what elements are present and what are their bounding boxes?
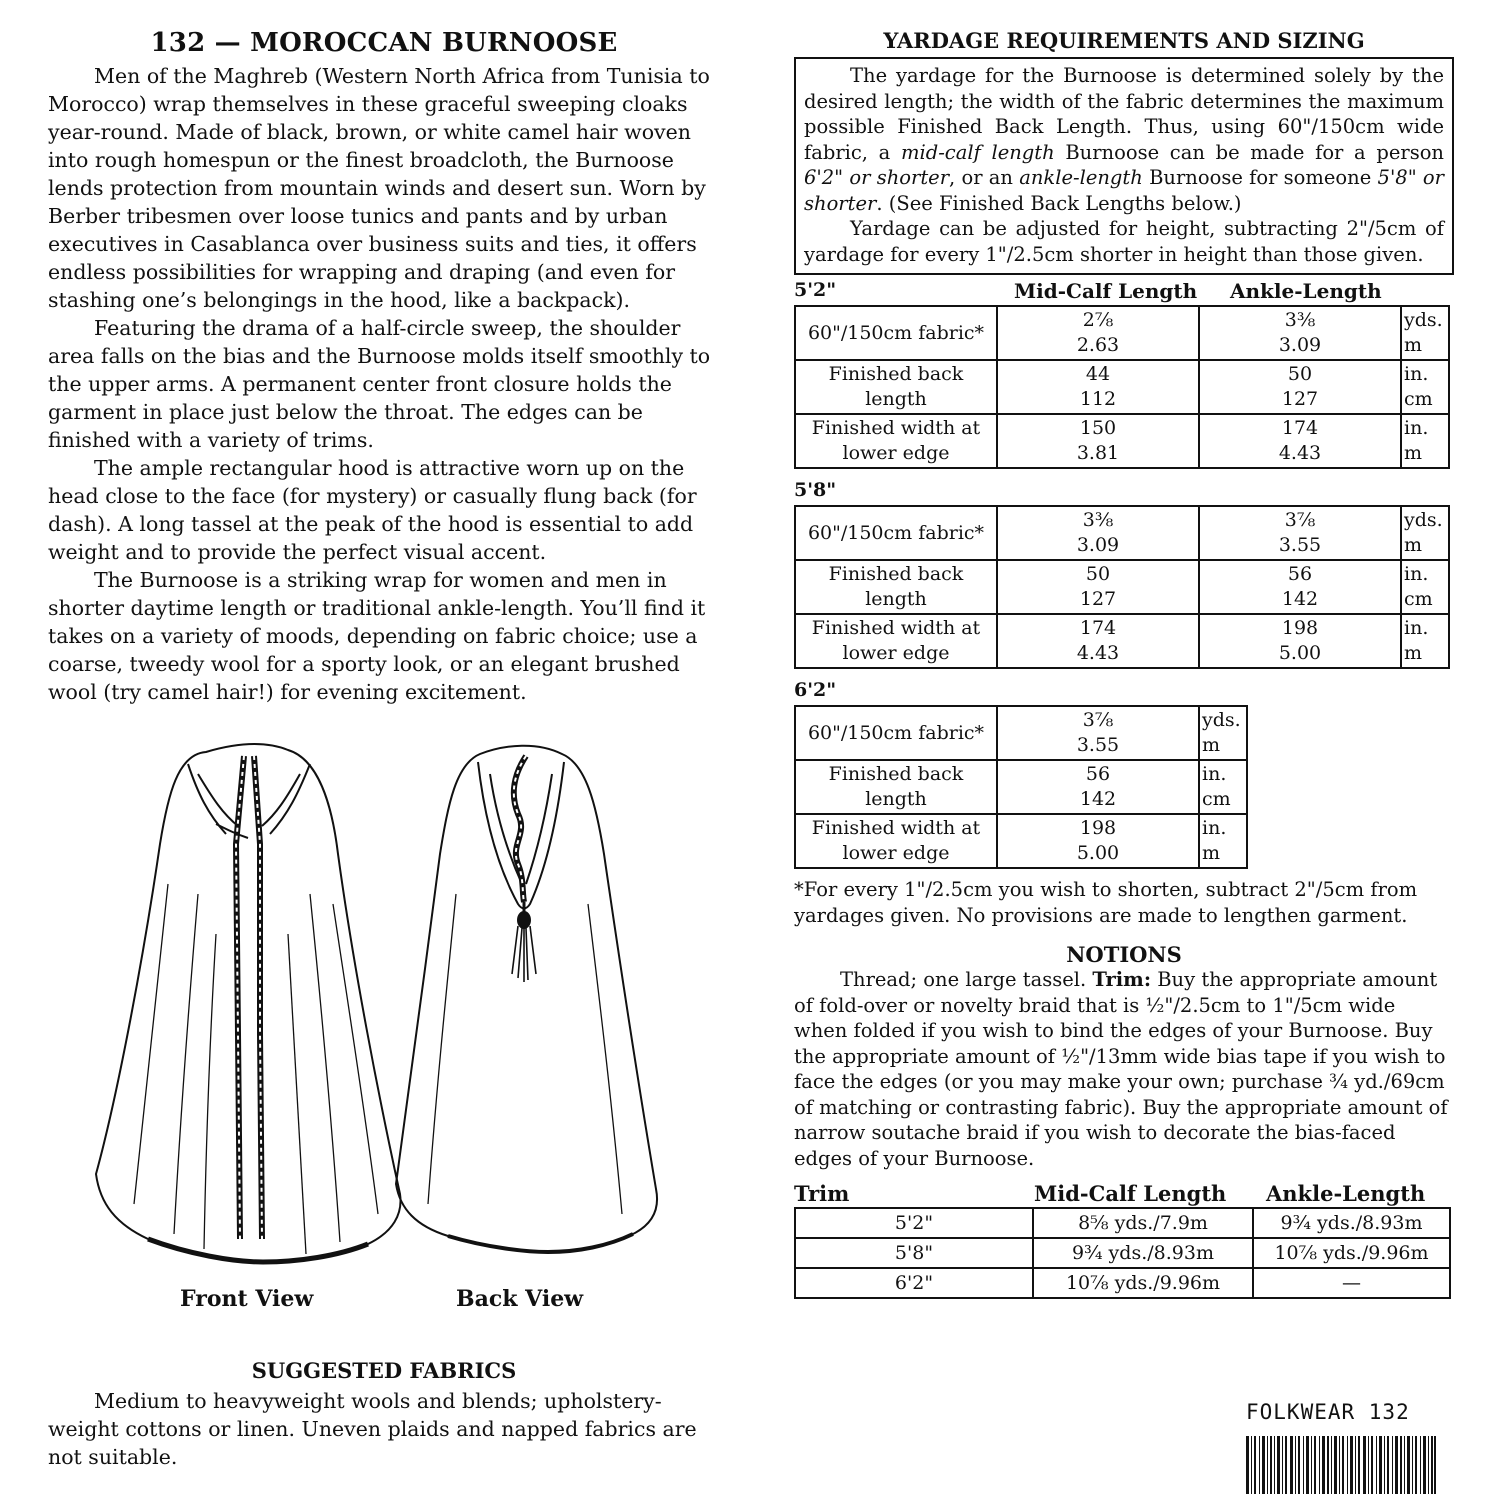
table-row: Finished back length 56 142 in. cm xyxy=(795,760,1247,814)
table-row: Finished width at lower edge 150 3.81 174 4.43 in. m xyxy=(795,414,1449,468)
fabrics-heading: SUGGESTED FABRICS xyxy=(251,1358,517,1383)
table-row: 5'2" 8⅝ yds./7.9m 9¾ yds./8.93m xyxy=(795,1208,1450,1238)
table-row: 60"/150cm fabric* 3⅜ 3.09 3⅞ 3.55 yds. m xyxy=(795,506,1449,560)
yardage-heading: YARDAGE REQUIREMENTS AND SIZING xyxy=(883,28,1365,53)
intro-paragraph: Featuring the drama of a half-circle sweep, the shoulder area falls on the bias and the Burnoose molds itself smoothly to the upper arms. A permanent center front closure holds the garment in place just below the throat. The edges can be finished with a variety of trims. xyxy=(48,316,711,452)
column-header-midcalf: Mid-Calf Length xyxy=(1014,279,1198,303)
intro-paragraph: Men of the Maghreb (Western North Africa from Tunisia to Morocco) wrap themselves in these graceful sweeping cloaks year-round. Made of black, brown, or white camel hair woven into rough homespun or the finest broadcloth, the Burnoose lends protection from mountain winds and desert sun. Worn by Berber tribesmen over loose tunics and pants and by urban executives in Casablanca over business suits and ties, it offers endless possibilities for wrapping and draping (and even for stashing one’s belongings in the hood, like a backpack). xyxy=(48,64,710,312)
table-row: Finished width at lower edge 174 4.43 198 5.00 in. m xyxy=(795,614,1449,668)
back-view-caption: Back View xyxy=(456,1286,584,1312)
yardage-description xyxy=(794,57,1454,275)
notions-text: Thread; one large tassel. Trim: Buy the appropriate amount of fold-over or novelty braid that is ½"/2.5cm to 1"/5cm wide when folded if you wish to bind the edges of your Burnoose. Buy the appropriate amount of ½"/13mm wide bias tape if you wish to face the edges (or you may make your own; purchase ¾ yd./69cm of matching or contrasting fabric). Buy the appropriate amount of narrow soutache braid if you wish to decorate the bias-faced edges of your Burnoose. xyxy=(794,968,1448,1170)
page-title: 132 — MOROCCAN BURNOOSE xyxy=(150,28,618,58)
notions-heading: NOTIONS xyxy=(1066,942,1182,967)
size-label: 6'2" xyxy=(794,679,837,701)
size-table-5-2 xyxy=(794,305,1450,469)
intro-text xyxy=(48,62,720,706)
intro-paragraph: The Burnoose is a striking wrap for women and men in shorter daytime length or traditional ankle-length. You’ll find it takes on a variety of moods, depending on fabric choice; use a coarse, tweedy wool for a sporty look, or an elegant brushed wool (try camel hair!) for evening excitement. xyxy=(48,568,706,704)
right-column xyxy=(794,28,1454,1299)
front-view-caption: Front View xyxy=(180,1286,314,1312)
garment-illustrations xyxy=(48,734,720,1334)
trim-table xyxy=(794,1207,1451,1299)
table-row: 60"/150cm fabric* 2⅞ 2.63 3⅜ 3.09 yds. m xyxy=(795,306,1449,360)
trim-table-header: Trim Mid-Calf Length Ankle-Length xyxy=(794,1181,1426,1206)
size-label: 5'8" xyxy=(794,479,837,501)
table-row: 6'2" 10⅞ yds./9.96m — xyxy=(795,1268,1450,1298)
table-row: Finished back length 44 112 50 127 in. cm xyxy=(795,360,1449,414)
table-row: Finished width at lower edge 198 5.00 in. m xyxy=(795,814,1247,868)
intro-paragraph: The ample rectangular hood is attractive worn up on the head close to the face (for mystery) or casually flung back (for dash). A long tassel at the peak of the hood is essential to add weight and to provide the perfect visual accent. xyxy=(48,456,697,564)
table-row: 60"/150cm fabric* 3⅞ 3.55 yds. m xyxy=(795,706,1247,760)
size-label: 5'2" Mid-Calf Length Ankle-Length xyxy=(794,279,1382,303)
size-table-6-2 xyxy=(794,705,1248,869)
table-row: 5'8" 9¾ yds./8.93m 10⅞ yds./9.96m xyxy=(795,1238,1450,1268)
brand-label: FOLKWEAR 132 xyxy=(1246,1400,1410,1424)
back-view-drawing xyxy=(396,746,657,1252)
table-row: Finished back length 50 127 56 142 in. cm xyxy=(795,560,1449,614)
burnoose-drawings xyxy=(48,734,720,1334)
yardage-paragraph: The yardage for the Burnoose is determined solely by the desired length; the width of the fabric determines the maximum possible Finished Back Length. Thus, using 60"/150cm wide fabric, a mid-calf length Burnoose can be made for a person 6'2" or shorter, or an ankle-length Burnoose for someone 5'8" or shorter. (See Finished Back Lengths below.) xyxy=(804,64,1444,215)
front-view-drawing xyxy=(96,744,401,1262)
barcode-icon xyxy=(1246,1436,1436,1494)
fabrics-text: Medium to heavyweight wools and blends; upholstery-weight cottons or linen. Uneven plaids and napped fabrics are not suitable. xyxy=(48,1389,697,1469)
column-header-ankle: Ankle-Length xyxy=(1230,279,1382,303)
suggested-fabrics xyxy=(48,1358,720,1471)
yardage-paragraph: Yardage can be adjusted for height, subtracting 2"/5cm of yardage for every 1"/2.5cm shorter in height than those given. xyxy=(804,217,1444,266)
left-column xyxy=(48,28,720,1334)
footnote: *For every 1"/2.5cm you wish to shorten, subtract 2"/5cm from yardages given. No provisions are made to lengthen garment. xyxy=(794,878,1418,927)
size-table-5-8 xyxy=(794,505,1450,669)
